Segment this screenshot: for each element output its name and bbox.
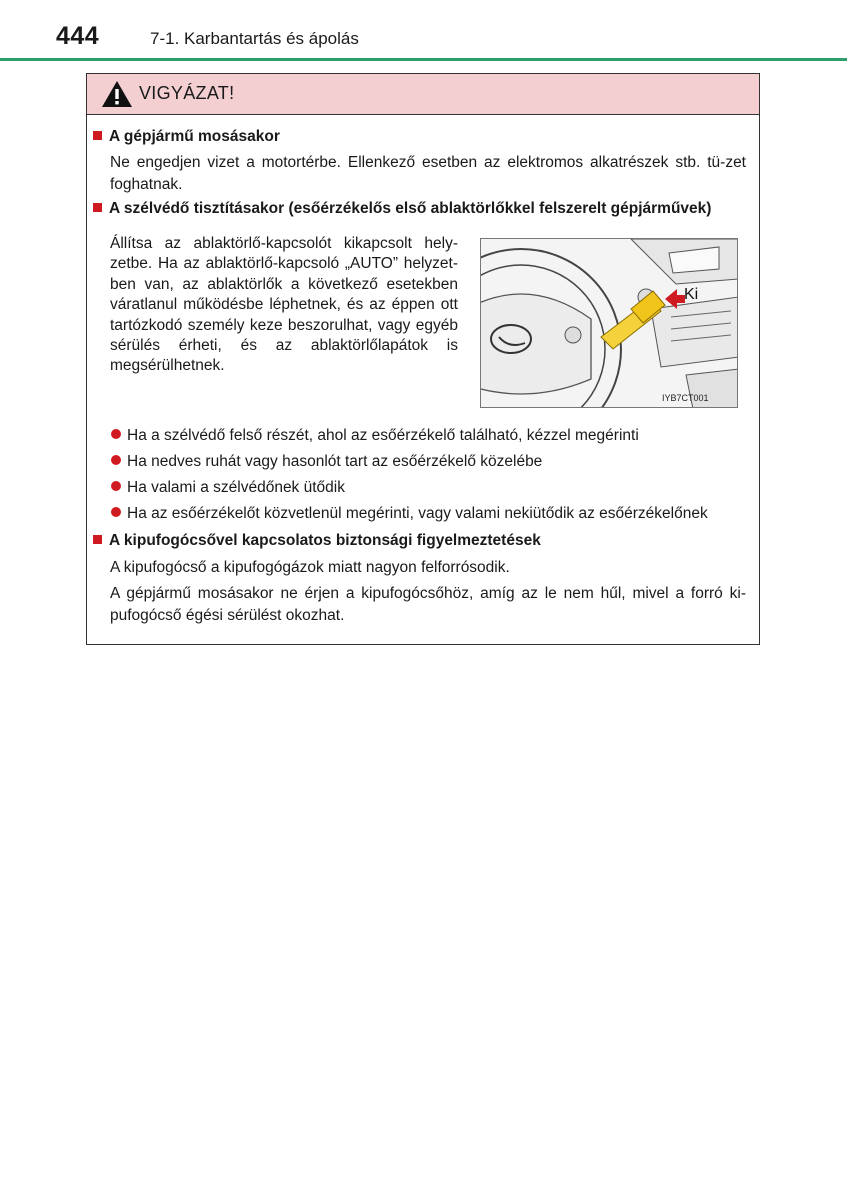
washing-paragraph: Ne engedjen vizet a motortérbe. Ellenkező esetben az elektromos alkatrészek stb. tü-zet foghatnak. bbox=[110, 154, 746, 193]
wiper-switch-figure bbox=[480, 238, 738, 408]
red-square-marker bbox=[93, 535, 102, 544]
red-dot-marker bbox=[111, 455, 121, 465]
subheading-washing bbox=[93, 128, 280, 146]
list-item: Ha a szélvédő felső részét, ahol az esőérzékelő található, kézzel megérinti bbox=[111, 427, 639, 445]
red-square-marker bbox=[93, 203, 102, 212]
list-item: Ha valami a szélvédőnek ütődik bbox=[111, 479, 345, 497]
subheading-exhaust bbox=[93, 532, 541, 550]
exhaust-paragraph-1: A kipufogócső a kipufogógázok miatt nagyon felforrósodik. bbox=[110, 559, 510, 576]
windshield-paragraph: Állítsa az ablaktörlő-kapcsolót kikapcsolt hely-zetbe. Ha az ablaktörlő-kapcsoló „AUTO” helyzet-ben van, az ablaktörlők a következő esetekben váratlanul működésbe léphetnek, és az éppen ott tartózkodó személy keze beszorulhat, vagy egyéb sérülés érheti, és az ablaktörlőlapátok is megsérülhetnek. bbox=[110, 235, 458, 375]
caution-header bbox=[87, 74, 759, 115]
header-rule bbox=[0, 58, 847, 61]
figure-code: IYB7CT001 bbox=[662, 393, 709, 403]
subheading-windshield bbox=[93, 200, 711, 218]
subheading-text: A gépjármű mosásakor bbox=[109, 128, 280, 145]
red-dot-marker bbox=[111, 429, 121, 439]
red-square-marker bbox=[93, 131, 102, 140]
subheading-text: A szélvédő tisztításakor (esőérzékelős első ablaktörlőkkel felszerelt gépjárművek) bbox=[109, 200, 712, 217]
section-title: 7-1. Karbantartás és ápolás bbox=[150, 29, 359, 48]
figure-label-ki: Ki bbox=[684, 286, 699, 303]
page-number: 444 bbox=[56, 22, 100, 50]
steering-wheel-illustration bbox=[481, 239, 738, 408]
list-item: Ha nedves ruhát vagy hasonlót tart az esőérzékelő közelébe bbox=[111, 453, 542, 471]
warning-triangle-icon bbox=[101, 80, 133, 108]
subheading-text: A kipufogócsővel kapcsolatos biztonsági figyelmeztetések bbox=[109, 532, 541, 549]
caution-title: VIGYÁZAT! bbox=[139, 83, 235, 103]
list-item: Ha az esőérzékelőt közvetlenül megérinti, vagy valami nekiütődik az esőérzékelőnek bbox=[111, 505, 708, 523]
red-dot-marker bbox=[111, 507, 121, 517]
caution-box bbox=[86, 73, 760, 645]
red-dot-marker bbox=[111, 481, 121, 491]
exhaust-paragraph-2: A gépjármű mosásakor ne érjen a kipufogócsőhöz, amíg az le nem hűl, mivel a forró ki-pufogócső égési sérülést okozhat. bbox=[110, 585, 746, 624]
